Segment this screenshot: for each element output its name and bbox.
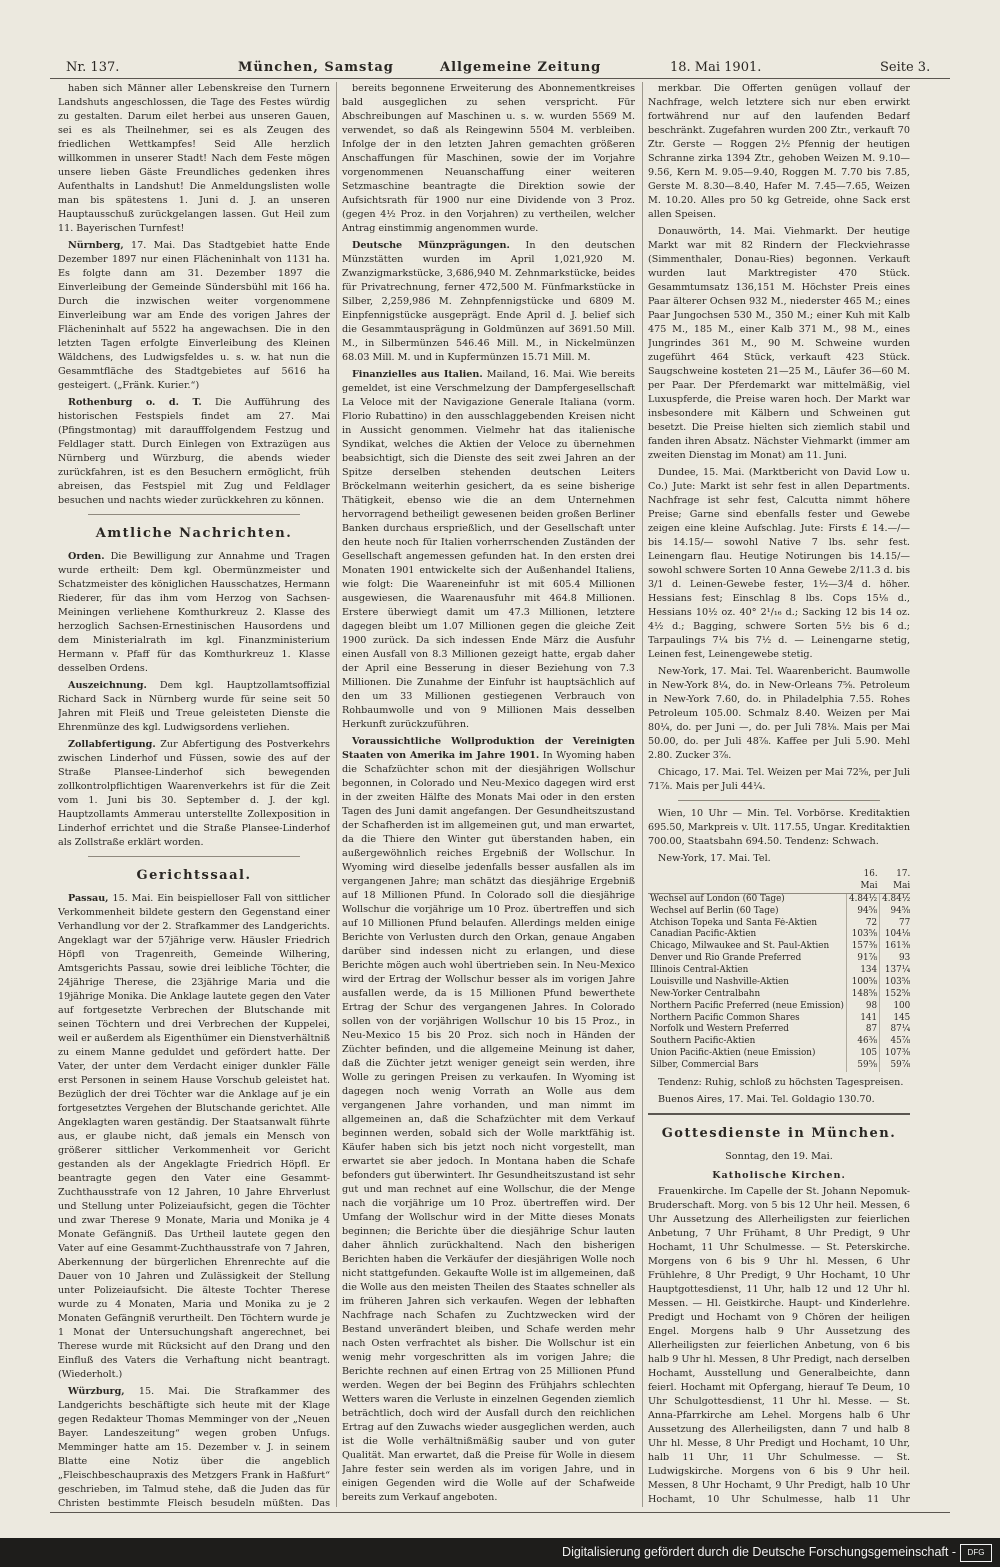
subheading-catholic: Katholische Kirchen. <box>712 1169 846 1181</box>
quote-16-may: 141 <box>847 1013 880 1025</box>
security-name: Silber, Commercial Bars <box>650 1060 759 1070</box>
table-header-cell: 17. Mai <box>880 869 910 893</box>
article-zoll <box>58 738 330 850</box>
issue-date: 18. Mai 1901. <box>670 60 762 75</box>
article-body: In Wyoming haben die Schafzüchter schon mit der diesjährigen Wollschur begonnen, in Colorado und Neu-Mexico dagegen wird erst in der zweiten Hälfte des Monats Mai oder in den ersten Tagen des Juni damit angefangen. Der Gesundheitszustand der Schafherden ist im allgemeinen gut, und man erwartet, da die Thiere den Winter gut überstanden haben, ein außergewöhnlich reiches Ergebniß der Wollschur. In Wyoming wird dieselbe jedenfalls besser ausfallen als im vergangenen Jahre; man schätzt das diesjährige Ergebniß auf 18 Millionen Pfund. In Colorado soll die diesjährige Wollschur die vorjährige um 10 Proz. übertreffen und sich auf 10 Millionen Pfund belaufen. Allerdings melden einige Berichte von Verlusten durch den Orkan, genaue Angaben darüber sind indessen nicht zu erlangen, und diese Berichte mögen auch wohl übertrieben sein. In Neu-Mexico wird der Ertrag der Wollschur besser als im vorigen Jahre ausfallen werde, da is 15 Millionen Pfund bewerthete Ertrag der Schur des vergangenen Jahres. In Colorado sollen von der vorjährigen Wollschur 10 bis 15 Proz., in Neu-Mexico 15 bis 20 Proz. sich noch in Händen der Züchter befinden, und die allgemeine Meinung ist daher, daß die Züchter jetzt weniger geneigt sein werden, ihre Wolle zu geringen Preisen zu verkaufen. In Wyoming ist dagegen noch wenig Vorrath an Wolle aus dem vergangenen Jahre vorhanden, und man nimmt im allgemeinen an, daß die Schafzüchter mit dem Verkauf beginnen werden, sobald sich der Wolle marktfähig ist. Käufer haben sich bis jetzt noch nicht vorgestellt, man erwartet sie aber jedoch. In Montana haben die Schafe befonders gut überwintert. Ihr Gesundheitszustand ist sehr gut und man rechnet auf eine Wollschur, die der Menge nach die vorjährige um 10 Proz. übertreffen wird. Der Umfang der Wollschur wird in der Mitte dieses Monats beginnen; die Berichte über die diesjährige Schur lauten daher ähnlich zurückhaltend. Nach den bisherigen Berichten haben die Verkäufer der diesjährigen Wolle noch nicht stattgefunden. Gekaufte Wolle ist im allgemeinen, daß die Wolle aus den meisten Theilen des Staates schneller als im früheren Jahren sich verkaufen. Wegen der lebhaften Nachfrage nach Schafen zu Zuchtzwecken wird der Bestand unverändert bleiben, und Schafe werden mehr nach Osten verfrachtet als bisher. Die Wollschur ist ein wenig mehr vorgeschritten als im vorigen Jahre; die Berichte rechnen auf einen Ertrag von 25 Millionen Pfund werden. Wegen der bei Beginn des Frühjahrs schlechten Wetters waren die Verluste in einzelnen Gegenden ziemlich beträchtlich, doch wird der Ausfall durch den reichlichen Ertrag auf den Zuwachs wieder ausgeglichen werden, auch ist die Wolle verhältnißmäßig sauber und von guter Qualität. Man erwartet, daß die Preise für Wolle in diesem Jahre fester sein werden als im vorigen Jahre, und in einigen Gegenden wird die Wolle auf der Schafweide bereits zum Verkauf angeboten. <box>342 750 635 1503</box>
table-row <box>648 1013 910 1025</box>
article-nuernberg <box>58 239 330 393</box>
table-row <box>648 929 910 941</box>
security-name: Denver und Rio Grande Preferred <box>650 953 802 964</box>
article-wollproduktion <box>342 735 635 1505</box>
divider <box>88 856 300 857</box>
article-title: Würzburg, <box>68 1385 125 1397</box>
column-divider <box>642 82 643 1507</box>
quote-16-may: 94⅝ <box>847 906 880 918</box>
table-row <box>648 941 910 953</box>
security-name: Union Pacific-Aktien (neue Emission) <box>650 1048 816 1059</box>
table-header-row <box>648 869 910 893</box>
article-body: Zur Abfertigung des Postverkehrs zwischen Linderhof und Füssen, sowie des auf der Straße Plansee-Linderhof sich bewegenden zollkontrolpflichtigen Waarenverkehrs ist für die Zeit vom 1. Juni bis 30. September d. J. der kgl. Hauptzollamts Ammerau unterstellte Zollexposition in Linderhof errichtet und die Straße Plansee-Linderhof als Zollstraße erklärt worden. <box>58 738 330 848</box>
article-body: 15. Mai. Ein beispielloser Fall von sittlicher Verkommenheit bildete gestern den Gegenstand einer Verhandlung vor der 2. Strafkammer des Landgerichts. Angeklagt war der 57jährige verw. Häusler Friedrich Höpfl von Tragenreith, Gemeinde Wilhering, Amtsgerichts Passau, sowie drei leibliche Töchter, die 24jährige Therese, die 23jährige Maria und die 19jährige Monika. Die Anklage lautete gegen den Vater auf fortgesetzte Verbrechen der Blutschande mit seinen Töchtern und drei Verbrechen der Kuppelei, weil er außerdem als Eigenthümer ein Dienstverhältniß zu einem Manne geduldet und gefördert hatte. Der Vater, der unter dem Verdacht einiger dunkler Fälle erst Personen in seinem Hause Vorschub geleistet hat. Bezüglich der drei Töchter war die Anklage auf je ein fortgesetztes Vergehen der Blutschande gerichtet. Alle Angeklagten waren geständig. Der Staatsanwalt führte aus, er glaube nicht, daß jemals ein Mensch von größerer sittlicher Verkommenheit vor Gericht gestanden als der Angeklagte Friedrich Höpfl. Er beantragte gegen den Vater eine Gesammt-Zuchthausstrafe von 12 Jahren, 10 Jahre Ehrverlust und Stellung unter Polizeiaufsicht, gegen die Töchter und zwar Therese 9 Monate, Maria und Monika je 4 Monate Gefängniß. Das Urtheil lautete gegen den Vater auf eine Gesammt-Zuchthausstrafe von 7 Jahren, Aberkennung der bürgerlichen Ehrenrechte auf die Dauer von 10 Jahren und Zulässigkeit der Stellung unter Polizeiaufsicht. Die älteste Tochter Therese wurde zu 4 Monaten, Maria und Monika zu je 2 Monaten Gefängniß verurtheilt. Den Töchtern wurde je 1 Monat der Untersuchungshaft angerechnet, bei Therese wurde mit Rücksicht auf den Drang und den Einfluß des Vaters die Verhaftung nicht beantragt. <box>58 892 330 1366</box>
article-title: Zollabfertigung. <box>68 738 156 750</box>
quote-17-may: 93 <box>880 953 910 965</box>
quote-17-may: 87¼ <box>880 1024 910 1036</box>
article-title: Passau, <box>68 892 109 904</box>
article-body: 15. Mai. Die Strafkammer des Landgerichts beschäftigte sich heute mit der Klage gegen Redakteur Thomas Memminger von der „Neuen Bayer. Landeszeitung“ wegen groben Unfugs. Memminger hatte am 15. Dezember v. J. in seinem Blatte eine Notiz über die angeblich „Fleischbeschaupraxis des Metzgers Frank in Haßfurt“ geschrieben, im Talmud stehe, daß die Juden das für Christen bestimmte Fleisch besudeln müßten. Das <box>58 1385 330 1507</box>
quote-17-may: 107⅜ <box>880 1048 910 1060</box>
article-body: Dem kgl. Hauptzollamtsoffizial Richard Sack in Nürnberg wurde für seine seit 50 Jahren mit Fleiß und Treue geleisteten Dienste die Ehrenmünze des kgl. Ludwigsordens verliehen. <box>58 679 330 733</box>
report-donauwoerth: Donauwörth, 14. Mai. Viehmarkt. Der heutige Markt war mit 82 Rindern der Fleckviehrasse (Simmenthaler, Donau-Ries) begonnen. Verkauft wurden laut Marktregister 470 Stück. Gesammtumsatz 136,151 M. Höchster Preis eines Paar älterer Ochsen 932 M., niederster 465 M.; eines Paar Jungochsen 530 M., 350 M.; einer Kuh mit Kalb 475 M., 185 M., einer Kalb 371 M., 98 M., eines Jungrindes 361 M., 90 M. Schweine wurden zugeführt 464 Stück, verkauft 423 Stück. Saugschweine kosteten 21—25 M., Läufer 36—60 M. per Paar. Der Pferdemarkt war mittelmäßig, viel Luxuspferde, die Preise waren hoch. Der Markt war insbesondere mit Kälbern und Schweinen gut besetzt. Die Preise hielten sich ziemlich stabil und fanden ihren Absatz. Nächster Viehmarkt (immer am zweiten Dienstag im Monat) am 11. Juni. <box>648 226 910 461</box>
quote-17-may: 104⅛ <box>880 929 910 941</box>
quote-17-may: 59⅞ <box>880 1060 910 1072</box>
issue-number: Nr. 137. <box>66 60 120 75</box>
article-auszeichnung <box>58 679 330 735</box>
page-number: Seite 3. <box>880 60 931 75</box>
table-row <box>648 965 910 977</box>
stock-quotes-table <box>648 869 910 1072</box>
newspaper-title: Allgemeine Zeitung <box>440 60 602 75</box>
security-name: Norfolk und Western Preferred <box>650 1024 789 1035</box>
quote-16-may: 157⅜ <box>847 941 880 953</box>
article-title: Deutsche Münzprägungen. <box>352 240 510 251</box>
quote-17-may: 145 <box>880 1013 910 1025</box>
quote-16-may: 148⅝ <box>847 989 880 1001</box>
quote-16-may: 105 <box>847 1048 880 1060</box>
article-body: Die Aufführung des historischen Festspiels findet am 27. Mai (Pfingstmontag) mit daraufffolgendem Festzug und Feldlager statt. Durch Einlegen von Extrazügen aus Nürnberg und Würzburg, die abends wieder zurückfahren, ist es den Besuchern ermöglicht, früh abreisen, das Festspiel mit Zug und Feldlager besuchen und nachts wieder zurückkehren zu können. <box>58 397 330 506</box>
table-row <box>648 1001 910 1013</box>
table-row <box>648 906 910 918</box>
security-name: Southern Pacific-Aktien <box>650 1036 756 1047</box>
table-row <box>648 1036 910 1048</box>
article-title: Rothenburg o. d. T. <box>68 397 202 408</box>
article-orden <box>58 550 330 676</box>
article-body: 17. Mai. Das Stadtgebiet hatte Ende Dezember 1897 nur einen Flächeninhalt von 1131 ha. Es folgte dann am 31. Dezember 1897 die Einverleibung der Gemeinde Sündersbühl mit 166 ha. Durch die inzwischen weiter vorgenommene Einverleibung war am Ende des vorigen Jahres der Flächeninhalt auf 5522 ha angewachsen. Die in den letzten Tagen erfolgte Einverleibung des Kleinen Wäldchens, des Ludwigsfeldes u. s. w. hat nun die Gesammtfläche des Stadtgebietes auf 5616 ha gesteigert. <box>58 240 330 391</box>
article-continuation: merkbar. Die Offerten genügen vollauf der Nachfrage, welch letztere sich nur eben erwirkt fortwährend nur auf den laufenden Bedarf beschränkt. Zugefahren wurden 200 Ztr., verkauft 70 Ztr. Gerste — Roggen 2½ Pfennig der heutigen Schranne zirka 1394 Ztr., gehoben Weizen M. 9.10—9.56, Kern M. 9.05—9.40, Roggen M. 7.70 bis 7.85, Gerste M. 8.30—8.40, Hafer M. 7.45—7.65, Weizen M. 10.20. Alles pro 50 kg Getreide, ohne Sack erst allen Speisen. <box>648 83 910 220</box>
table-header-cell <box>648 869 847 893</box>
quote-table-footer: Tendenz: Ruhig, schloß zu höchsten Tagespreisen. <box>658 1076 904 1088</box>
quote-17-may: 137¼ <box>880 965 910 977</box>
report-buenos-aires: Buenos Aires, 17. Mai. Tel. Goldagio 130.70. <box>658 1093 875 1105</box>
quote-16-may: 98 <box>847 1001 880 1013</box>
article-body: Mailand, 16. Mai. Wie bereits gemeldet, ist eine Verschmelzung der Dampfergesellschaft La Veloce mit der Navigazione Generale Italiana (vorm. Florio Rubattino) in den ausschlaggebenden Kreisen nicht in Aussicht genommen. Vielmehr hat das italienische Syndikat, welches die Aktien der Veloce zu übernehmen beabsichtigt, sich die Dienste des seit zwei Jahren an der Spitze derselben stehenden deutschen Leiters Bröckelmann weiterhin gesichert, da es seine bisherige Thätigkeit, ebenso wie die an dem Unternehmen hervorragend betheiligt gewesenen beiden großen Berliner Banken durchaus ersprießlich, und der Gesellschaft unter den heute noch für Italien vorherrschenden Zuständen der Gesellschaft angemessen gefunden hat. In den ersten drei Monaten 1901 entwickelte sich der Außenhandel Italiens, wie folgt: Die Waareneinfuhr ist mit 605.4 Millionen ausgewiesen, die Waarenausfuhr mit 464.8 Millionen. Erstere überwiegt damit um 47.3 Millionen, letztere dagegen bleibt um 1.07 Millionen gegen die gleiche Zeit 1900 zurück. Da sich indessen Ende März die Ausfuhr einen Ausfall von 8.3 Millionen gezeigt hatte, ergab daher der April eine Besserung in dieser Beziehung von 7.3 Millionen. Die Zunahme der Einfuhr ist hauptsächlich auf den um 33 Millionen gestiegenen Verbrauch von Rohbaumwolle und von 9 Millionen Mais desselben Herkunft zurückzuführen. <box>342 369 635 730</box>
report-dundee: Dundee, 15. Mai. (Marktbericht von David Low u. Co.) Jute: Markt ist sehr fest in allen Departments. Nachfrage ist sehr fest, Calcutta nimmt höhere Preise; Garne sind ebenfalls fester und Gewebe zeigen eine kleine Aufschlag. Jute: Firsts £ 14.—/— bis 14.15/— sowohl Native 7 lbs. sehr fest. Leinengarn flau. Heutige Notirungen bis 14.15/— sowohl schwere Sorten 10 Anna Gewebe 2/11.3 d. bis 3/1 d. Leinen-Gewebe fester, 1½—3/4 d. höher. Hessians fest; Einschlag 8 lbs. Cops 15⅛ d., Hessians 10½ oz. 40° 2¹/₁₆ d.; Sacking 12 bis 14 oz. 4½ d.; Bagging, schwere Sorten 5½ bis 6 d.; Tarpaulings 7¼ bis 7½ d. — Leinengarne stetig, Leinen fest, Leinengewebe stetig. <box>648 467 910 660</box>
table-row <box>648 1024 910 1036</box>
report-wien: Wien, 10 Uhr — Min. Tel. Vorbörse. Kreditaktien 695.50, Markpreis v. Ult. 117.55, Ungar. Kreditaktien 700.00, Staatsbahn 694.50. Tendenz: Schwach. <box>648 808 910 847</box>
quote-16-may: 87 <box>847 1024 880 1036</box>
quote-16-may: 72 <box>847 918 880 930</box>
place-and-day: München, Samstag <box>238 60 394 75</box>
quote-16-may: 46⅜ <box>847 1036 880 1048</box>
table-row <box>648 977 910 989</box>
quote-16-may: 91⅞ <box>847 953 880 965</box>
section-heading-gottesdienste: Gottesdienste in München. <box>661 1125 897 1141</box>
quote-17-may: 4.84½ <box>880 893 910 905</box>
quote-17-may: 152⅝ <box>880 989 910 1001</box>
column-3 <box>648 82 910 1507</box>
table-row <box>648 989 910 1001</box>
quote-17-may: 103⅝ <box>880 977 910 989</box>
table-row <box>648 1060 910 1072</box>
security-name: Atchison Topeka und Santa Fé-Aktien <box>650 917 818 928</box>
table-row <box>648 953 910 965</box>
security-name: Northern Pacific Common Shares <box>650 1012 800 1023</box>
article-muenzpraegungen <box>342 239 635 365</box>
divider <box>648 1113 910 1115</box>
table-header-cell: 16. Mai <box>847 869 880 893</box>
divider <box>678 800 880 801</box>
quote-16-may: 4.84½ <box>847 893 880 905</box>
quote-17-may: 77 <box>880 918 910 930</box>
bottom-rule <box>50 1512 950 1513</box>
article-source: (Wiederholt.) <box>58 1368 123 1380</box>
article-title: Auszeichnung. <box>68 679 147 691</box>
service-date: Sonntag, den 19. Mai. <box>725 1150 833 1162</box>
table-row <box>648 1048 910 1060</box>
article-continuation: haben sich Männer aller Lebenskreise den Turnern Landshuts angeschlossen, die Tage des Festes würdig zu gestalten. Darum eilet herbei aus unseren Gauen, sei es als Theilnehmer, sei es als Zeugen des friedlichen Wettkampfes! Seid Alle herzlich willkommen in unserer Stadt! Nach dem Feste mögen unsere lieben Gäste Freundliches gedenken ihres Aufenthalts in Landshut! Die Anmeldungslisten wolle man bis spätestens 1. Juni d. J. an unseren Hauptausschuß zurückgelangen lassen. Gut Heil zum 11. Bayerischen Turnfest! <box>58 83 330 234</box>
security-name: Wechsel auf London (60 Tage) <box>650 893 785 904</box>
report-newyork-waaren: New-York, 17. Mai. Tel. Waarenbericht. Baumwolle in New-York 8¼, do. in New-Orleans 7⅝. Petroleum in New-York 7.60, do. in Philadelphia 7.55. Rohes Petroleum 105.00. Schmalz 8.40. Weizen per Mai 80¼, do. per Juni —, do. per Juli 78⅛. Mais per Mai 50.00, do. per Juli 48⅞. Kaffee per Juli 5.90. Mehl 2.80. Zucker 3⅞. <box>648 666 910 761</box>
quote-17-may: 45⅞ <box>880 1036 910 1048</box>
quote-16-may: 59⅝ <box>847 1060 880 1072</box>
security-name: Canadian Pacific-Aktien <box>650 929 757 940</box>
section-heading-amtliche: Amtliche Nachrichten. <box>95 526 293 541</box>
article-source: („Fränk. Kurier.“) <box>113 380 200 391</box>
quote-table-title: New-York, 17. Mai. Tel. <box>658 853 771 864</box>
quote-17-may: 94⅝ <box>880 906 910 918</box>
article-continuation: bereits begonnene Erweiterung des Abonnementkreises bald ausgeglichen zu sehen verspricht. Für Abschreibungen auf Maschinen u. s. w. wurden 5569 M. verwendet, so daß als Reingewinn 5504 M. verbleiben. Infolge der in den letzten Jahren gemachten größeren Anschaffungen für Maschinen, sowie der im Vorjahre vorgenommenen Neuanschaffung einer weiteren Setzmaschine beantragte die Direktion sowie der Aufsichtsrath für 1900 nur eine Dividende von 3 Proz. (gegen 4½ Proz. in den Vorjahren) zu vertheilen, welcher Antrag einstimmig angenommen wurde. <box>342 83 635 234</box>
article-passau <box>58 892 330 1382</box>
article-title: Finanzielles aus Italien. <box>352 369 483 380</box>
divider <box>88 514 300 515</box>
security-name: Illinois Central-Aktien <box>650 965 749 975</box>
article-body: In den deutschen Münzstätten wurden im April 1,021,920 M. Zwanzigmarkstücke, 3,686,940 M. Zehnmarkstücke, beides für Privatrechnung, ferner 472,500 M. Fünfmarkstücke in Silber, 2,259,986 M. Zehnpfennigstücke und 6809 M. Einpfennigstücke ausgeprägt. Ende April d. J. belief sich die Gesammtausprägung in Goldmünzen auf 3691.50 Mill. M., in Silbermünzen 546.46 Mill. M., in Nickelmünzen 68.03 Mill. M. und in Kupfermünzen 15.71 Mill. M. <box>342 240 635 363</box>
article-title: Orden. <box>68 550 105 562</box>
column-2 <box>342 82 635 1507</box>
funding-notice: Digitalisierung gefördert durch die Deutsche Forschungsgemeinschaft - <box>562 1545 956 1559</box>
quote-17-may: 161⅜ <box>880 941 910 953</box>
quote-16-may: 103⅝ <box>847 929 880 941</box>
article-title: Nürnberg, <box>68 240 124 251</box>
security-name: Wechsel auf Berlin (60 Tage) <box>650 905 779 916</box>
table-row <box>648 893 910 905</box>
digitization-footer <box>0 1538 1000 1567</box>
report-chicago: Chicago, 17. Mai. Tel. Weizen per Mai 72⅝, per Juli 71⅞. Mais per Juli 44¼. <box>648 767 910 792</box>
column-divider <box>336 82 337 1507</box>
table-row <box>648 918 910 930</box>
section-heading-gerichtssaal: Gerichtssaal. <box>136 867 252 883</box>
security-name: Louisville und Nashville-Aktien <box>650 976 789 987</box>
column-1 <box>58 82 330 1507</box>
article-rothenburg <box>58 396 330 508</box>
dfg-logo-icon: DFG <box>960 1544 992 1562</box>
catholic-services: Frauenkirche. Im Capelle der St. Johann Nepomuk-Bruderschaft. Morg. von 5 bis 12 Uhr heil. Messen, 6 Uhr Aussetzung des Allerheiligsten zur feierlichen Anbetung, 7 Uhr Frühamt, 8 Uhr Predigt, 9 Uhr Hochamt, 11 Uhr Schulmesse. — St. Peterskirche. Morgens von 6 bis 9 Uhr hl. Messen, 6 Uhr Frühlehre, 8 Uhr Predigt, 9 Uhr Hochamt, 10 Uhr Hauptgottesdienst, 11 Uhr, halb 12 und 12 Uhr hl. Messen. — Hl. Geistkirche. Haupt- und Kinderlehre. Predigt und Hochamt von 9 Chören der heiligen Engel. Morgens halb 9 Uhr Aussetzung des Allerheiligsten zur feierlichen Anbetung, von 6 bis halb 9 Uhr hl. Messen, 8 Uhr Predigt, nach derselben Hochamt, Ausstellung und Generalbeichte, dann feierl. Hochamt mit Opfergang, hierauf Te Deum, 10 Uhr Schulgottesdienst, 11 Uhr hl. Messe. — St. Anna-Pfarrkirche am Lehel. Morgens halb 6 Uhr Aussetzung des Allerheiligsten, dann 7 und halb 8 Uhr hl. Messe, 8 Uhr Predigt und Hochamt, 10 Uhr, halb 11 Uhr, 11 Uhr Schulmesse. — St. Ludwigskirche. Morgens von 6 bis 9 Uhr heil. Messen, 8 Uhr Hochamt, 9 Uhr Predigt, halb 10 Uhr Hochamt, 10 Uhr Schulmesse, halb 11 Uhr <box>648 1185 910 1505</box>
article-italien <box>342 368 635 732</box>
article-wuerzburg <box>58 1385 330 1507</box>
quote-17-may: 100 <box>880 1001 910 1013</box>
article-body: Die Bewilligung zur Annahme und Tragen wurde ertheilt: Dem kgl. Obermünzmeister und Schatzmeister des königlichen Hausschatzes, Hermann Riederer, für das ihm vom Herzog von Sachsen-Meiningen verliehene Komthurkreuz 2. Klasse des herzoglich Sachsen-Ernestinischen Hausordens und dem Ministerialrath im kgl. Finanzministerium Hermann v. Pfaff für das Komthurkreuz 1. Klasse desselben Ordens. <box>58 550 330 674</box>
article-title: Voraussichtliche Wollproduktion der Vereinigten Staaten von Amerika im Jahre 1901. <box>342 736 635 761</box>
quote-16-may: 100⅝ <box>847 977 880 989</box>
masthead-rule <box>50 78 950 79</box>
security-name: Chicago, Milwaukee and St. Paul-Aktien <box>650 941 830 952</box>
security-name: Northern Pacific Preferred (neue Emission) <box>650 1000 844 1011</box>
security-name: New-Yorker Centralbahn <box>650 988 761 999</box>
quote-16-may: 134 <box>847 965 880 977</box>
